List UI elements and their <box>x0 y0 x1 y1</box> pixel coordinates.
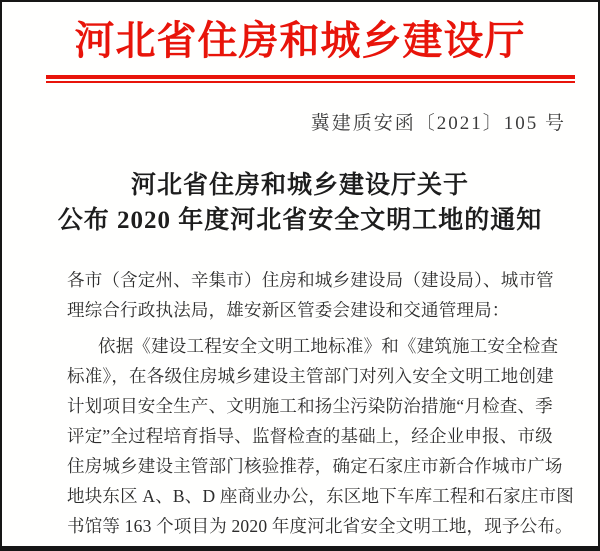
notice-title <box>2 168 598 238</box>
letterhead-divider-rule <box>46 75 575 83</box>
notice-body <box>67 265 574 541</box>
addressees-paragraph <box>67 265 554 325</box>
body-text-line: 计划项目安全生产、文明施工和扬尘污染防治措施“月检查、季 <box>67 396 553 416</box>
notice-title-line-1: 河北省住房和城乡建设厅关于 <box>130 172 469 199</box>
announcement-paragraph <box>67 331 574 541</box>
body-text-line: 地块东区 A、B、D 座商业办公，东区地下车库工程和石家庄市图 <box>67 486 574 506</box>
body-text-line: 理综合行政执法局，雄安新区管委会建设和交通管理局： <box>67 300 510 320</box>
body-text-line: 标准》，在各级住房城乡建设主管部门对列入安全文明工地创建 <box>67 366 554 386</box>
body-text-line: 住房城乡建设主管部门核验推荐，确定石家庄市新合作城市广场 <box>67 456 563 476</box>
document-reference-number: 冀建质安函〔2021〕105 号 <box>310 113 566 134</box>
agency-letterhead-title: 河北省住房和城乡建设厅 <box>74 18 526 63</box>
body-text-line: 各市（含定州、辛集市）住房和城乡建设局（建设局）、城市管 <box>67 270 554 290</box>
body-text-line: 依据《建设工程安全文明工地标准》和《建筑施工安全检查 <box>98 336 559 356</box>
body-text-line: 评定”全过程培育指导、监督检查的基础上，经企业申报、市级 <box>67 426 553 446</box>
notice-title-line-2: 公布 2020 年度河北省安全文明工地的通知 <box>57 207 543 234</box>
body-text-line: 书馆等 163 个项目为 2020 年度河北省安全文明工地，现予公布。 <box>67 516 573 536</box>
